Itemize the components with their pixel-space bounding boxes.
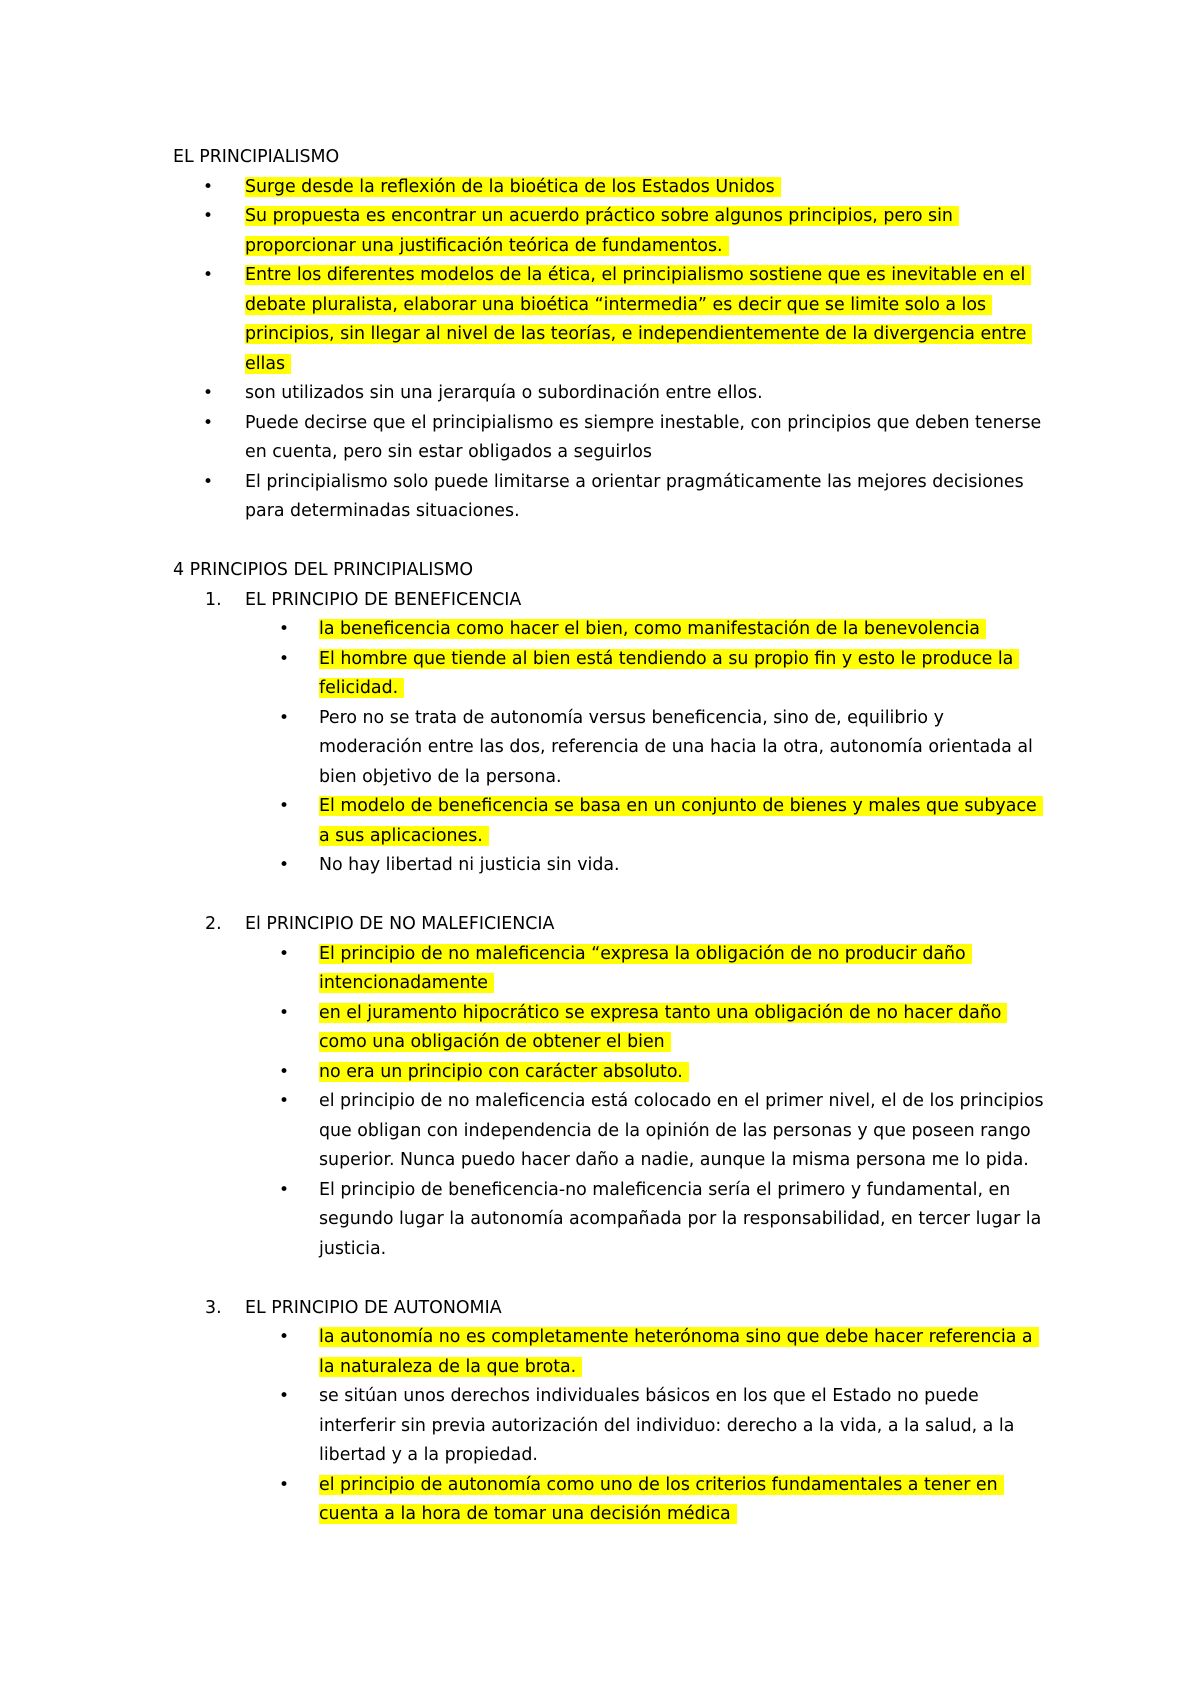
list-item [173,468,1050,527]
section-bullet-list [173,940,1050,1265]
list-item [173,940,1050,999]
bullet-icon: • [279,1327,290,1347]
list-item [173,261,1050,379]
section-title: EL PRINCIPIO DE BENEFICENCIA [245,589,522,610]
item-text: Puede decirse que el principialismo es siempre inestable, con principios que deben tenerse en cuenta, pero sin estar obligados a seguirlos [245,412,1042,462]
list-item [173,1058,1050,1088]
bullet-icon: • [203,206,214,226]
highlighted-text: El principio de no maleficencia “expresa la obligación de no producir daño intencionadamente [319,944,972,994]
list-item [173,792,1050,851]
section-bullet-list [173,1323,1050,1530]
list-item [173,1176,1050,1265]
list-item [173,173,1050,203]
highlighted-text: la beneficencia como hacer el bien, como manifestación de la benevolencia [319,619,986,639]
principle-section [173,586,1050,911]
item-text: son utilizados sin una jerarquía o subordinación entre ellos. [245,383,763,403]
section-heading [173,910,1050,940]
list-item [173,1382,1050,1471]
bullet-icon: • [203,412,214,433]
bullet-icon: • [279,707,290,728]
highlighted-text: el principio de autonomía como uno de los criterios fundamentales a tener en cuenta a la hora de tomar una decisión médica [319,1475,1004,1525]
list-item [173,379,1050,409]
bullet-icon: • [279,1002,290,1023]
bullet-icon: • [279,1061,290,1082]
bullet-icon: • [279,1474,290,1495]
list-item [173,202,1050,261]
principles-section-list [173,586,1050,1530]
item-text: No hay libertad ni justicia sin vida. [319,855,620,875]
bullet-icon: • [279,1179,290,1200]
highlighted-text: Su propuesta es encontrar un acuerdo práctico sobre algunos principios, pero sin proporcionar una justificación teórica de fundamentos. [245,206,959,256]
highlighted-text: El modelo de beneficencia se basa en un conjunto de bienes y males que subyace a sus aplicaciones. [319,796,1043,846]
bullet-icon: • [279,1386,290,1406]
highlighted-text: Entre los diferentes modelos de la ética, el principialismo sostiene que es inevitable en el debate pluralista, elaborar una bioética “intermedia” es decir que se limite solo a los principios, sin llegar al nivel de las teorías, e independientemente de la divergencia entre ellas [245,265,1032,374]
spacer [173,527,1050,557]
bullet-icon: • [279,648,290,669]
item-text: Pero no se trata de autonomía versus beneficencia, sino de, equilibrio y moderación entre las dos, referencia de una hacia la otra, autonomía orientada al bien objetivo de la persona. [319,707,1033,787]
list-item [173,645,1050,704]
list-item [173,1323,1050,1382]
item-text: se sitúan unos derechos individuales básicos en los que el Estado no puede interferir sin previa autorización del individuo: derecho a la vida, a la salud, a la libertad y a la propiedad. [319,1386,1015,1465]
list-item [173,704,1050,793]
section-title: El PRINCIPIO DE NO MALEFICIENCIA [245,914,555,934]
section-number: 1. [205,589,222,610]
highlighted-text: El hombre que tiende al bien está tendiendo a su propio fin y esto le produce la felicidad. [319,649,1019,699]
principle-section [173,1294,1050,1530]
list-item [173,1471,1050,1530]
bullet-icon: • [203,471,214,492]
highlighted-text: en el juramento hipocrático se expresa tanto una obligación de no hacer daño como una obligación de obtener el bien [319,1003,1007,1053]
intro-bullet-list [173,173,1050,527]
section-title: EL PRINCIPIO DE AUTONOMIA [245,1297,502,1318]
section-bullet-list [173,615,1050,881]
item-text: El principialismo solo puede limitarse a orientar pragmáticamente las mejores decisiones para determinadas situaciones. [245,471,1024,521]
intro-title: EL PRINCIPIALISMO [173,147,340,167]
list-item [173,409,1050,468]
bullet-icon: • [279,943,290,964]
bullet-icon: • [279,1091,290,1111]
principle-section [173,910,1050,1294]
list-item [173,1087,1050,1176]
section-heading [173,1294,1050,1324]
list-item [173,999,1050,1058]
section-heading [173,586,1050,616]
bullet-icon: • [279,855,290,875]
bullet-icon: • [203,265,214,285]
list-item [173,615,1050,645]
list-item [173,851,1050,881]
spacer [173,1264,1050,1294]
bullet-icon: • [279,619,290,639]
principles-title: 4 PRINCIPIOS DEL PRINCIPIALISMO [173,560,474,580]
bullet-icon: • [203,176,214,197]
section-number: 3. [205,1297,222,1318]
item-text: el principio de no maleficencia está colocado en el primer nivel, el de los principios que obligan con independencia de la opinión de las personas y que poseen rango superior. Nunca puedo hacer daño a nadie, aunque la misma persona me lo pida. [319,1091,1044,1170]
highlighted-text: Surge desde la reflexión de la bioética de los Estados Unidos [245,177,781,197]
bullet-icon: • [203,383,214,403]
item-text: El principio de beneficencia-no maleficencia sería el primero y fundamental, en segundo lugar la autonomía acompañada por la responsabilidad, en tercer lugar la justicia. [319,1179,1042,1259]
spacer [173,881,1050,911]
highlighted-text: la autonomía no es completamente heterónoma sino que debe hacer referencia a la naturaleza de la que brota. [319,1327,1039,1377]
highlighted-text: no era un principio con carácter absoluto. [319,1062,689,1082]
section-number: 2. [205,914,222,934]
bullet-icon: • [279,796,290,816]
